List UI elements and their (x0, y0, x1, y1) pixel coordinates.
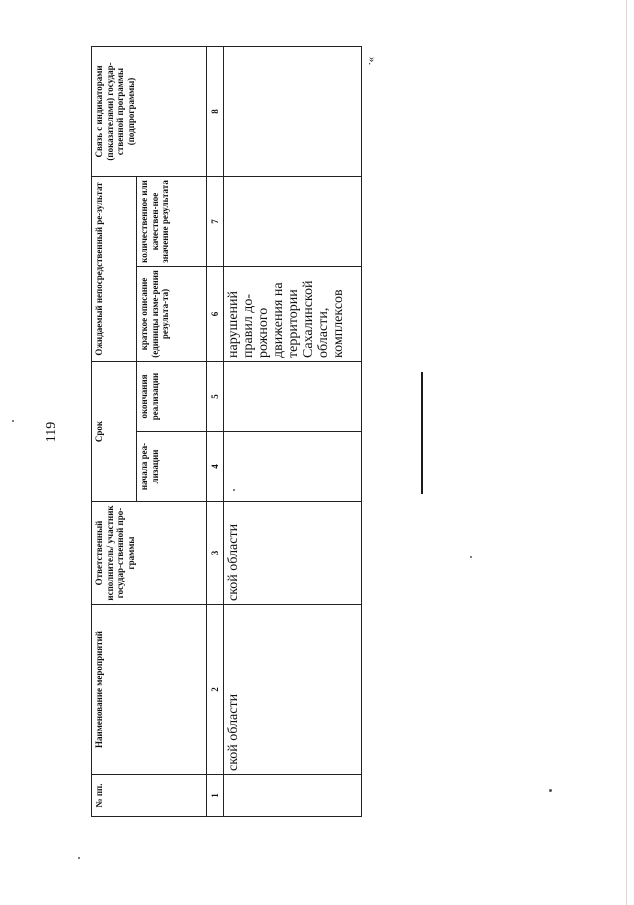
signature-line (421, 372, 423, 494)
cell-end (224, 361, 362, 431)
cell-link (224, 46, 362, 176)
cell-name: ской области (224, 605, 362, 775)
closing-mark: ». (366, 56, 378, 66)
header-executor: Ответственный исполнитель/ участник государ-ственной про-граммы (92, 502, 207, 605)
header-num: № пп. (92, 775, 207, 817)
header-expected: Ожидаемый непосредственный ре-зультат (92, 176, 137, 361)
column-number: 7 (207, 176, 224, 266)
column-number: 5 (207, 361, 224, 431)
cell-num (224, 775, 362, 817)
scan-speck (233, 489, 235, 491)
scan-speck (470, 556, 472, 558)
cell-executor: ской области (224, 502, 362, 605)
column-number: 8 (207, 46, 224, 176)
activities-table (91, 46, 362, 817)
scan-speck (12, 420, 14, 422)
column-number: 4 (207, 432, 224, 502)
page-number: 119 (44, 421, 59, 443)
column-number: 6 (207, 266, 224, 361)
column-number: 2 (207, 605, 224, 775)
column-number: 3 (207, 502, 224, 605)
cell-result-value (224, 176, 362, 266)
header-term-start: начала реа-лизации (137, 432, 207, 502)
page-edge (626, 0, 627, 905)
header-name: Наименование мероприятий (92, 605, 207, 775)
scan-speck (78, 857, 80, 859)
header-link: Связь с индикаторами (показателями) государ-ственной программы (подпрограммы) (92, 46, 207, 176)
header-term-end: окончания реализации (137, 361, 207, 431)
column-number: 1 (207, 775, 224, 817)
header-expected-value: количественное или качествен-ное значение результата (137, 176, 207, 266)
scan-speck (549, 789, 552, 792)
header-term: Срок (92, 361, 137, 501)
cell-result-short: нарушений правил до-рожного движения на территории Сахалинской области, комплексов (224, 266, 362, 361)
header-expected-short: краткое описание (единицы изме-рения результа-та) (137, 266, 207, 361)
cell-start (224, 432, 362, 502)
